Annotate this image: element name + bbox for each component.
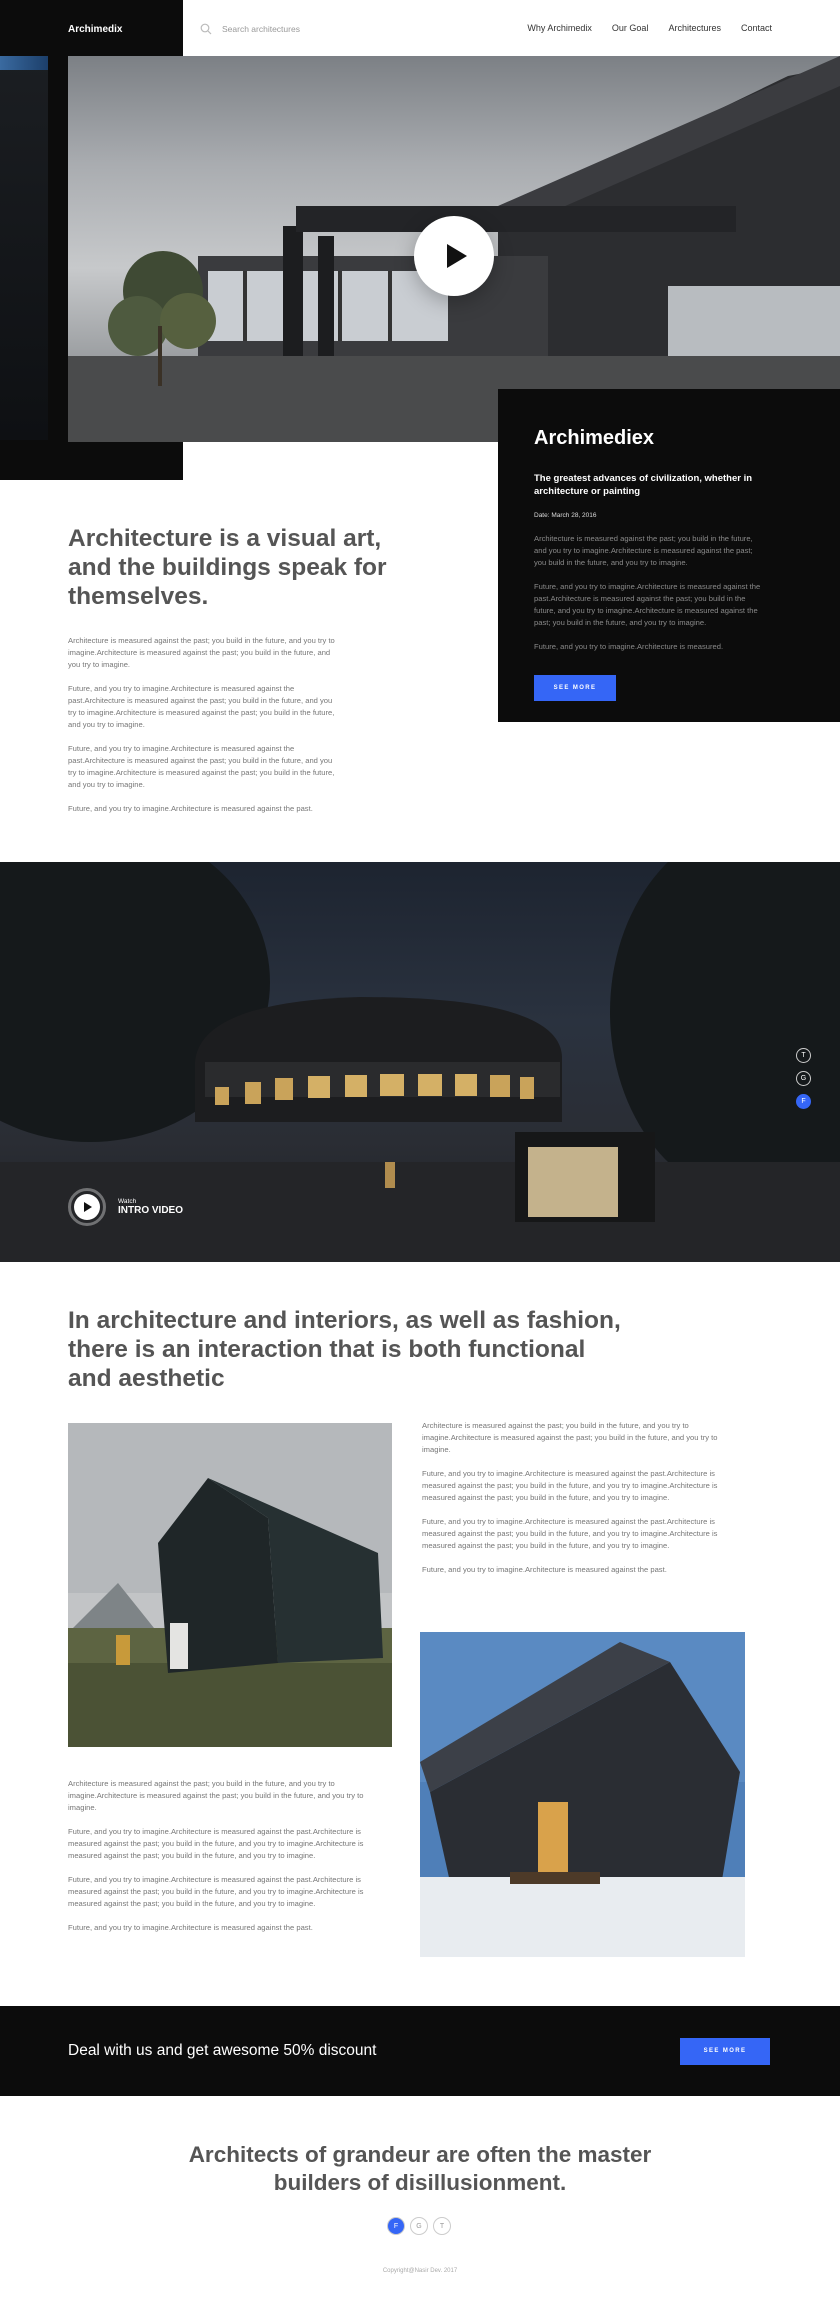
video-social-links	[796, 1048, 811, 1109]
quote-line: Architects of grandeur are often the master	[188, 2142, 652, 2167]
info-card	[498, 389, 840, 722]
footer-social-links	[387, 2217, 451, 2235]
copyright: Copyright@Nasir Dev. 2017	[382, 2268, 458, 2274]
video-play-ring	[68, 1188, 106, 1226]
discount-banner	[0, 2006, 840, 2096]
card-paragraph: Future, and you try to imagine.Architecture is measured.	[534, 642, 724, 651]
main-nav	[527, 23, 772, 33]
banner-see-more-button[interactable]: SEE MORE	[680, 2038, 770, 2065]
intro-paragraph: Future, and you try to imagine.Architecture is measured against the past.Architecture is measured against the past; you build in the future, and you try to imagine.Architecture is measured against the past; you build in the future, and you try to imagine.	[68, 744, 335, 789]
article-image-cabin-field	[68, 1423, 392, 1747]
article-paragraph: Future, and you try to imagine.Architecture is measured against the past.Architecture is measured against the past; you build in the future, and you try to imagine.Architecture is measured against the past; you build in the future, and you try to imagine.	[422, 1517, 718, 1550]
card-see-more-button[interactable]: SEE MORE	[534, 675, 616, 701]
card-subtitle: The greatest advances of civilization, whether in architecture or painting	[534, 473, 753, 497]
search-input[interactable]: Search architectures	[222, 24, 300, 34]
quote-line: builders of disillusionment.	[273, 2170, 567, 2195]
article-image-cabin-snow	[420, 1632, 745, 1957]
google-icon[interactable]: G	[796, 1071, 811, 1086]
nav-architectures[interactable]: Architectures	[668, 23, 721, 33]
article-right-column	[422, 1420, 732, 1588]
intro-section	[68, 524, 387, 827]
article-paragraph: Future, and you try to imagine.Architecture is measured against the past.Architecture is measured against the past; you build in the future, and you try to imagine.Architecture is measured against the past; you build in the future, and you try to imagine.	[68, 1827, 364, 1860]
article-paragraph: Future, and you try to imagine.Architecture is measured against the past.Architecture is measured against the past; you build in the future, and you try to imagine.Architecture is measured against the past; you build in the future, and you try to imagine.	[422, 1469, 718, 1502]
facebook-icon[interactable]: F	[796, 1094, 811, 1109]
hero-play-button[interactable]	[414, 216, 494, 296]
nav-contact[interactable]: Contact	[740, 23, 772, 33]
intro-paragraph: Future, and you try to imagine.Architecture is measured against the past.	[68, 804, 313, 813]
brand-logo[interactable]: Archimedix	[68, 24, 123, 35]
google-icon[interactable]: G	[410, 2217, 428, 2235]
play-icon	[447, 244, 467, 268]
article-heading: In architecture and interiors, as well as fashion, there is an interaction that is both functional and aesthetic	[68, 1307, 621, 1392]
card-date: Date: March 28, 2016	[534, 512, 597, 519]
intro-paragraph: Future, and you try to imagine.Architecture is measured against the past.Architecture is measured against the past; you build in the future, and you try to imagine.Architecture is measured against the past; you build in the future, and you try to imagine.	[68, 684, 335, 729]
nav-why-archimedix[interactable]: Why Archimedix	[527, 23, 592, 33]
article-paragraph: Future, and you try to imagine.Architecture is measured against the past.	[68, 1923, 313, 1932]
watch-label: Watch	[118, 1198, 137, 1205]
card-paragraph: Architecture is measured against the past; you build in the future, and you try to imagine.Architecture is measured against the past; you build in the future, and you try to imagine.	[534, 534, 753, 567]
intro-heading: Architecture is a visual art, and the buildings speak for themselves.	[68, 525, 387, 610]
side-image-strip	[0, 56, 48, 440]
watch-intro-video-button[interactable]	[68, 1188, 183, 1226]
article-paragraph: Future, and you try to imagine.Architecture is measured against the past.Architecture is measured against the past; you build in the future, and you try to imagine.Architecture is measured against the past; you build in the future, and you try to imagine.	[68, 1875, 364, 1908]
banner-text: Deal with us and get awesome 50% discount	[68, 2042, 377, 2059]
quote-block	[0, 2141, 840, 2197]
card-title: Archimediex	[534, 427, 655, 449]
intro-paragraph: Architecture is measured against the past; you build in the future, and you try to imagine.Architecture is measured against the past; you build in the future, and you try to imagine.	[68, 636, 335, 669]
article-paragraph: Architecture is measured against the past; you build in the future, and you try to imagine.Architecture is measured against the past; you build in the future, and you try to imagine.	[422, 1421, 718, 1454]
article-left-column	[68, 1778, 378, 1946]
card-paragraph: Future, and you try to imagine.Architecture is measured against the past.Architecture is measured against the past; you build in the future, and you try to imagine.Architecture is measured against the past; you build in the future, and you try to imagine.	[534, 582, 761, 627]
facebook-icon[interactable]: F	[387, 2217, 405, 2235]
article-paragraph: Architecture is measured against the past; you build in the future, and you try to imagine.Architecture is measured against the past; you build in the future, and you try to imagine.	[68, 1779, 364, 1812]
twitter-icon[interactable]: T	[433, 2217, 451, 2235]
nav-our-goal[interactable]: Our Goal	[611, 23, 649, 33]
watch-title: INTRO VIDEO	[118, 1205, 184, 1216]
twitter-icon[interactable]: T	[796, 1048, 811, 1063]
play-icon	[84, 1202, 92, 1212]
side-strip-accent	[0, 56, 48, 70]
article-paragraph: Future, and you try to imagine.Architecture is measured against the past.	[422, 1565, 667, 1574]
search-icon	[200, 23, 212, 35]
search-bar[interactable]	[200, 23, 300, 35]
